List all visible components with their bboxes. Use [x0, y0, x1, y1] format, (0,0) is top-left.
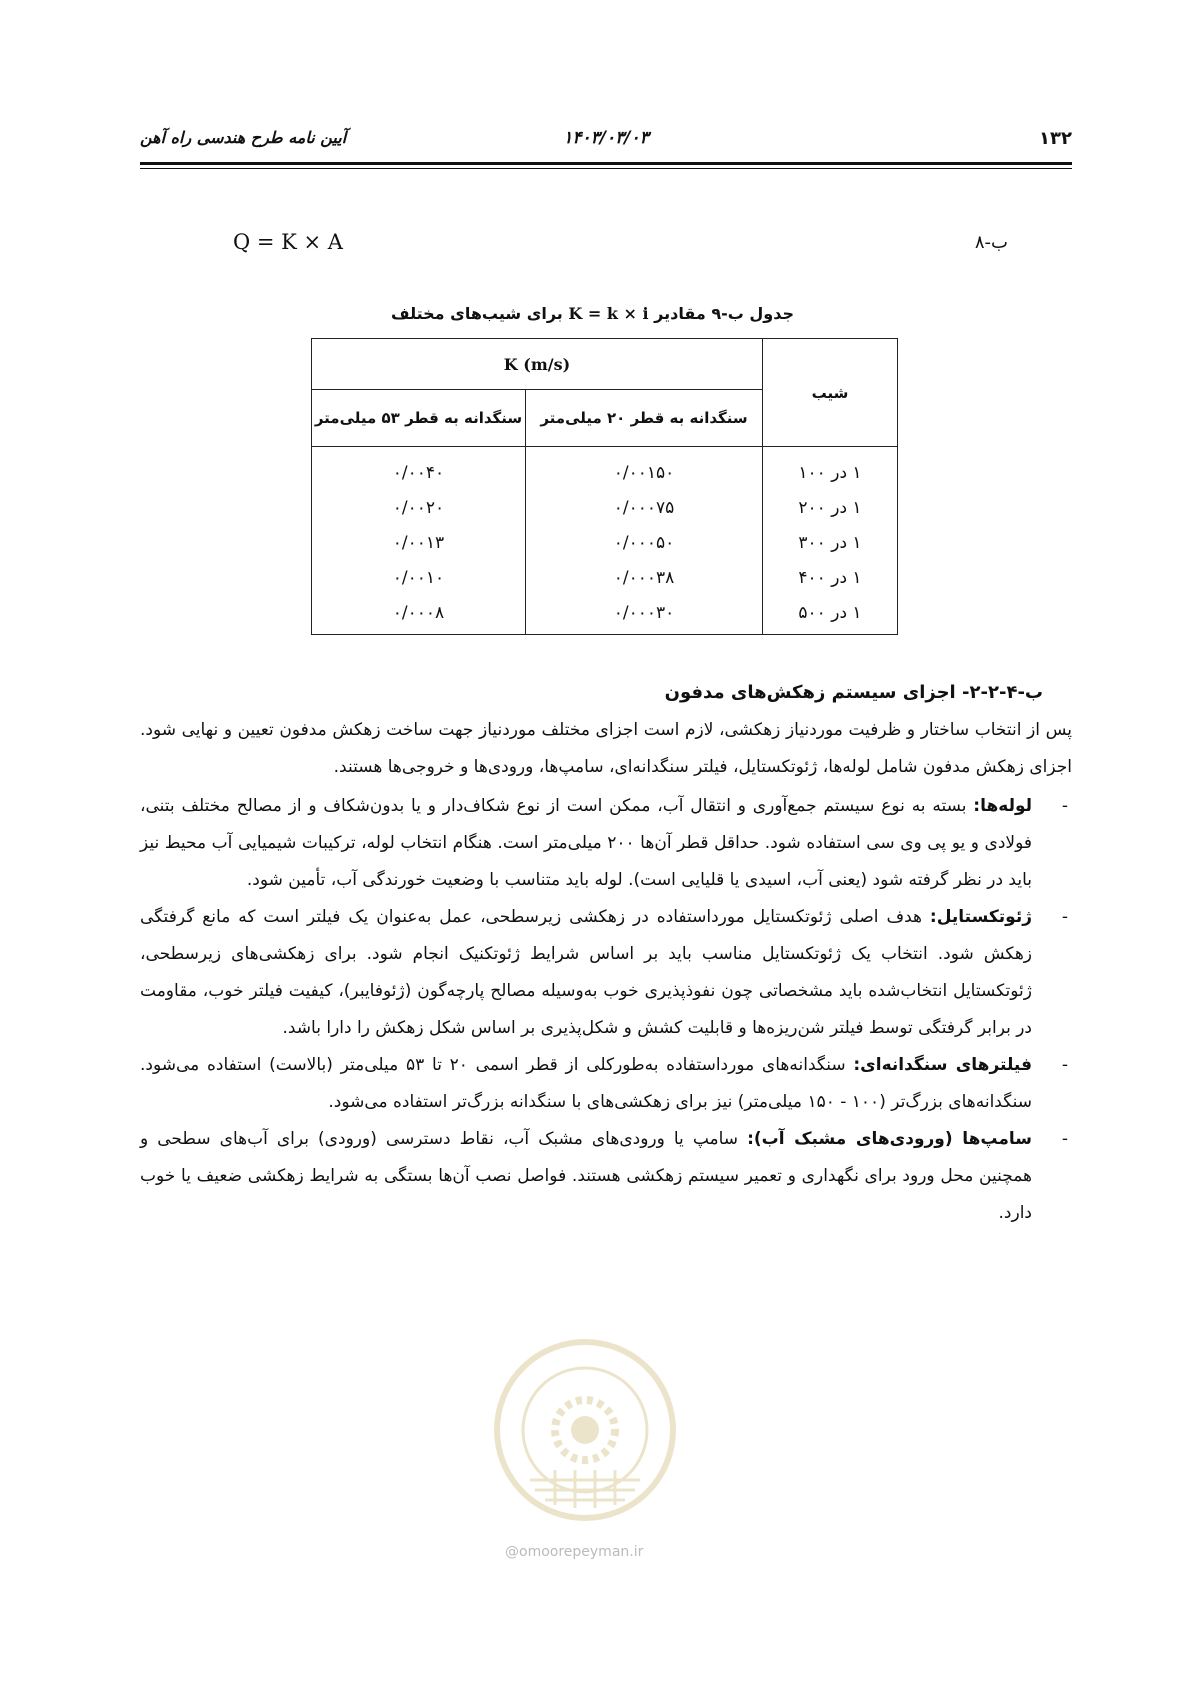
header-rule-thin	[140, 168, 1072, 169]
cell-k53: ۰/۰۰۱۳	[312, 525, 526, 560]
item-term: لوله‌ها:	[973, 796, 1032, 816]
equation: Q = K × A	[233, 230, 343, 254]
cell-k53: ۰/۰۰۲۰	[312, 490, 526, 525]
table-row	[312, 595, 898, 635]
cell-k20: ۰/۰۰۰۵۰	[526, 525, 763, 560]
cell-k20: ۰/۰۰۱۵۰	[526, 447, 763, 491]
header-date: ۱۴۰۳/۰۳/۰۳	[563, 128, 649, 148]
caption-formula: K = k × i	[568, 304, 649, 323]
cell-k53: ۰/۰۰۰۸	[312, 595, 526, 635]
table-row	[312, 560, 898, 595]
table-row	[312, 525, 898, 560]
list-item	[140, 1121, 1068, 1232]
section-heading: ب-۴-۲-۲- اجزای سیستم زهکش‌های مدفون	[664, 682, 1043, 703]
page-number: ۱۳۲	[1039, 128, 1072, 149]
table-row	[312, 447, 898, 491]
item-term: فیلترهای سنگدانه‌ای:	[853, 1055, 1032, 1075]
list-item	[140, 1047, 1068, 1121]
cell-k53: ۰/۰۰۱۰	[312, 560, 526, 595]
bullet-dash: -	[1061, 796, 1068, 816]
cell-slope: ۱ در ۴۰۰	[763, 560, 898, 595]
item-term: سامپ‌ها (ورودی‌های مشبک آب):	[747, 1129, 1032, 1149]
header-slope: شیب	[763, 339, 898, 447]
section-body	[140, 712, 1072, 1232]
item-text: سنگدانه‌های مورداستفاده به‌طورکلی از قطر اسمی ۲۰ تا ۵۳ میلی‌متر (بالاست) استفاده می‌شود. سنگدانه‌های بزرگ‌تر (۱۰۰ - ۱۵۰ میلی‌متر) نیز برای زهکشی‌های با سنگدانه بزرگ‌تر استفاده می‌شود.	[140, 1055, 1032, 1112]
components-list	[140, 788, 1072, 1232]
cell-k20: ۰/۰۰۰۳۰	[526, 595, 763, 635]
table-row	[312, 490, 898, 525]
k-values-table	[311, 338, 898, 635]
cell-slope: ۱ در ۱۰۰	[763, 447, 898, 491]
watermark-url: @omoorepeyman.ir	[505, 1544, 644, 1560]
cell-k20: ۰/۰۰۰۷۵	[526, 490, 763, 525]
header-title: آیین نامه طرح هندسی راه آهن	[140, 128, 347, 147]
header-rule-thick	[140, 162, 1072, 165]
item-text: بسته به نوع سیستم جمع‌آوری و انتقال آب، ممکن است از نوع شکاف‌دار و یا بدون‌شکاف و از مصالح مختلف بتنی، فولادی و یو پی وی سی استفاده شود. حداقل قطر آن‌ها ۲۰۰ میلی‌متر است. هنگام انتخاب لوله، ترکیبات شیمیایی آب محیط نیز باید در نظر گرفته شود (یعنی آب، اسیدی یا قلیایی است). لوله باید متناسب با وضعیت خورندگی آب، تأمین شود.	[140, 796, 1032, 890]
bullet-dash: -	[1061, 907, 1068, 927]
header-col-20: سنگدانه به قطر ۲۰ میلی‌متر	[526, 390, 763, 447]
bullet-dash: -	[1061, 1129, 1068, 1149]
bullet-dash: -	[1061, 1055, 1068, 1075]
caption-prefix: جدول ب-۹ مقادیر	[654, 304, 794, 323]
page-header	[140, 128, 1072, 154]
cell-k20: ۰/۰۰۰۳۸	[526, 560, 763, 595]
list-item	[140, 788, 1068, 899]
table-caption	[300, 304, 885, 323]
cell-k53: ۰/۰۰۴۰	[312, 447, 526, 491]
cell-slope: ۱ در ۵۰۰	[763, 595, 898, 635]
list-item	[140, 899, 1068, 1047]
header-k: K (m/s)	[312, 339, 763, 390]
item-text: سامپ یا ورودی‌های مشبک آب، نقاط دسترسی (ورودی) برای آب‌های سطحی و همچنین محل ورود برای نگهداری و تعمیر سیستم زهکشی هستند. فواصل نصب آن‌ها بستگی به شرایط زهکشی ضعیف یا خوب دارد.	[140, 1129, 1032, 1223]
equation-number: ب-۸	[974, 232, 1008, 253]
intro-paragraph: پس از انتخاب ساختار و ظرفیت موردنیاز زهکشی، لازم است اجزای مختلف موردنیاز جهت ساخت زهکش مدفون تعیین و نهایی شود. اجزای زهکش مدفون شامل لوله‌ها، ژئوتکستایل، فیلتر سنگدانه‌ای، سامپ‌ها، ورودی‌ها و خروجی‌ها هستند.	[140, 720, 1072, 777]
item-text: هدف اصلی ژئوتکستایل مورداستفاده در زهکشی زیرسطحی، عمل به‌عنوان یک فیلتر است که مانع گرفتگی زهکش شود. انتخاب یک ژئوتکستایل مناسب باید بر اساس شرایط ژئوتکنیک انجام شود. برای زهکشی‌های زیرسطحی، ژئوتکستایل انتخاب‌شده باید مشخصاتی چون نفوذپذیری خوب به‌وسیله مصالح پارچه‌گون (ژئوفایبر)، کیفیت فیلتر خوب، مقاومت در برابر گرفتگی توسط فیلتر شن‌ریزه‌ها و قابلیت کشش و شکل‌پذیری بر اساس شکل زهکش را دارا باشد.	[140, 907, 1032, 1038]
header-col-53: سنگدانه به قطر ۵۳ میلی‌متر	[312, 390, 526, 447]
cell-slope: ۱ در ۳۰۰	[763, 525, 898, 560]
item-term: ژئوتکستایل:	[929, 907, 1032, 927]
cell-slope: ۱ در ۲۰۰	[763, 490, 898, 525]
watermark-seal-icon	[475, 1330, 695, 1530]
caption-suffix: برای شیب‌های مختلف	[391, 304, 563, 323]
